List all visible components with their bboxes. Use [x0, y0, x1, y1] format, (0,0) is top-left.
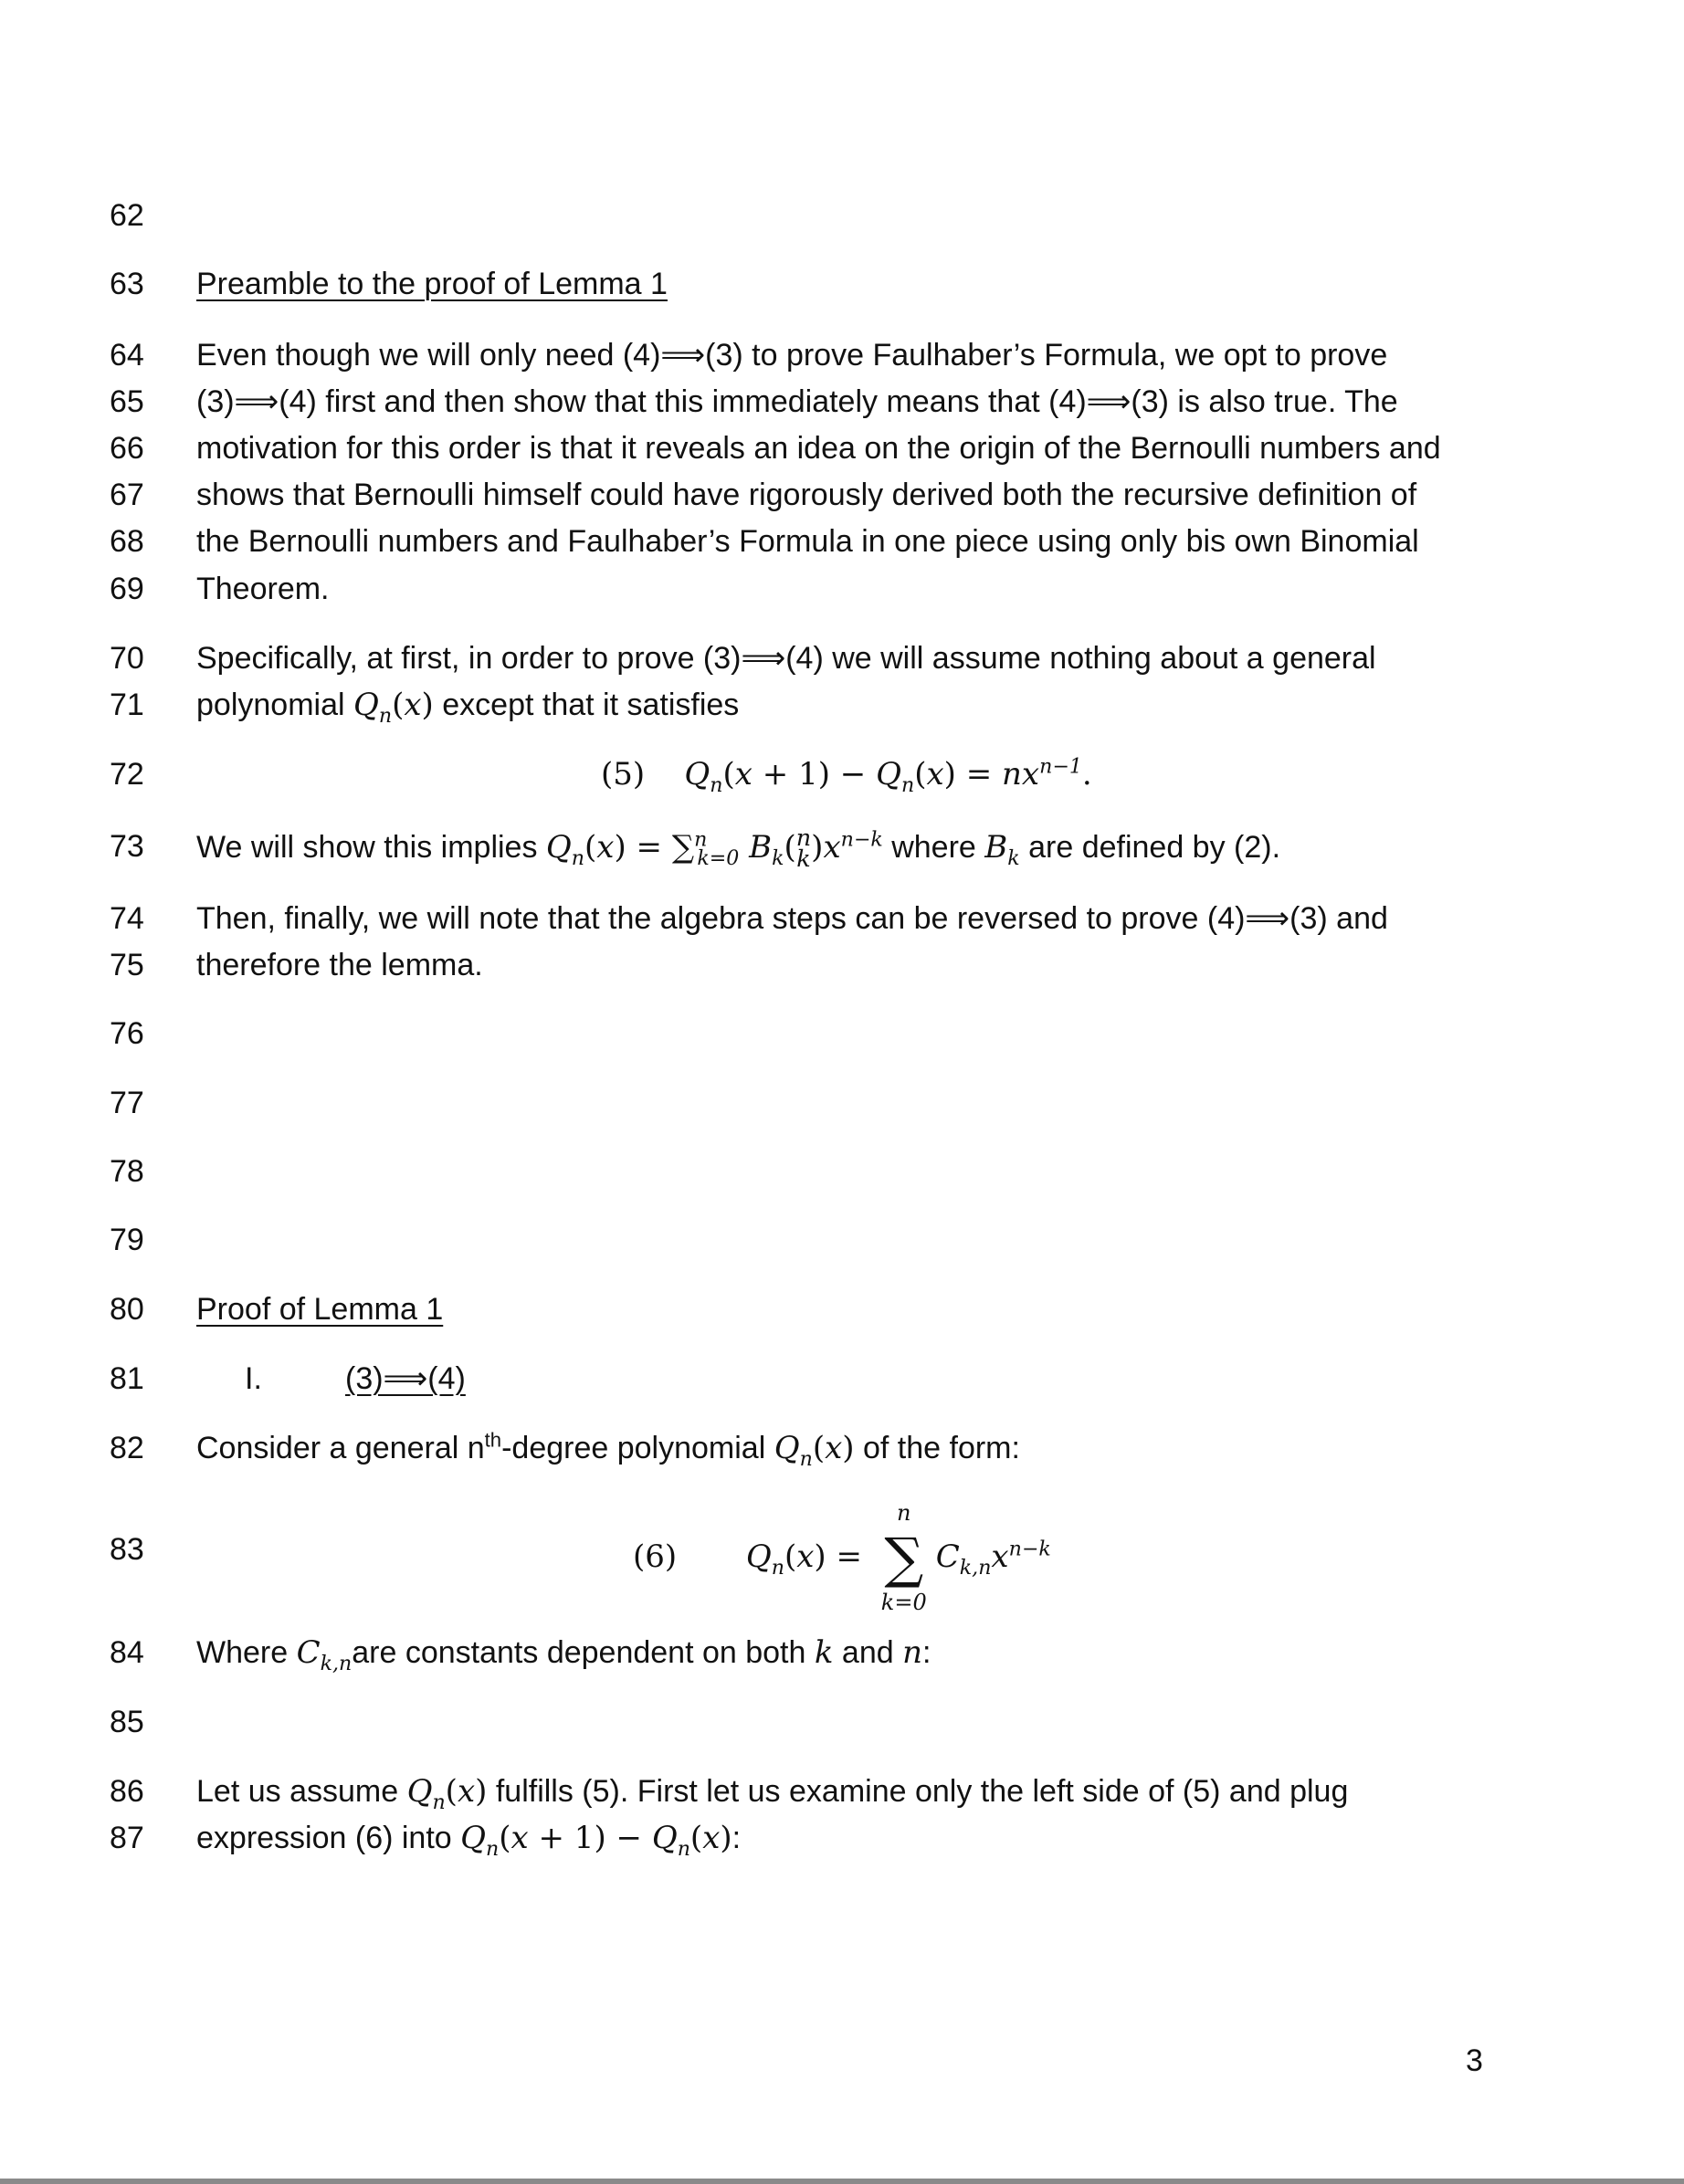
line-number: 78	[110, 1154, 144, 1189]
paragraph-line: Theorem.	[196, 572, 330, 606]
line-number: 86	[110, 1774, 144, 1809]
text-fragment: -degree polynomial	[501, 1431, 774, 1465]
text-fragment: polynomial	[196, 688, 353, 722]
line-number: 77	[110, 1086, 144, 1120]
math-faulhaber-sum: $Q_n(x) = \sum^n_{k=0}$ $B_k(n$ $k)x^{n-k}$	[545, 824, 883, 873]
math-qn-x: $Q_n(x)$	[774, 1430, 855, 1471]
line-number: 84	[110, 1635, 144, 1670]
line-number: 74	[110, 901, 144, 936]
paragraph-line: motivation for this order is that it reveals an idea on the origin of the Bernoulli numbers and	[196, 431, 1441, 466]
paragraph-line	[196, 824, 1281, 873]
line-number: 62	[110, 198, 144, 233]
equation-label: (5)	[601, 756, 646, 793]
line-number: 71	[110, 688, 144, 722]
line-number: 73	[110, 829, 144, 864]
line-number: 80	[110, 1292, 144, 1327]
text-fragment: of the form:	[854, 1431, 1020, 1465]
line-number: 64	[110, 338, 144, 373]
paragraph-line	[196, 1820, 742, 1861]
paragraph-line	[196, 687, 740, 728]
math-qn-x: $Q_n(x)$	[406, 1773, 488, 1814]
section-heading-proof: Proof of Lemma 1	[196, 1292, 444, 1327]
text-fragment: are defined by (2).	[1019, 829, 1281, 865]
text-fragment: :	[922, 1635, 931, 1670]
text-fragment: We will show this implies	[196, 829, 546, 865]
paragraph-line	[196, 1428, 1020, 1471]
line-number: 67	[110, 478, 144, 512]
math-qn-x: $Q_n(x)$	[353, 687, 434, 728]
text-fragment: Where	[196, 1635, 297, 1670]
line-number: 85	[110, 1705, 144, 1739]
equation-label: (6)	[633, 1538, 678, 1575]
line-number: 65	[110, 384, 144, 419]
line-number: 81	[110, 1361, 144, 1396]
text-fragment: expression (6) into	[196, 1821, 461, 1855]
text-fragment: and	[833, 1635, 903, 1670]
section-heading-preamble: Preamble to the proof of Lemma 1	[196, 267, 668, 301]
line-number: 70	[110, 641, 144, 676]
text-fragment: :	[731, 1821, 742, 1855]
line-number: 82	[110, 1431, 144, 1465]
line-number: 69	[110, 572, 144, 606]
section-title: (3)⟹(4)	[345, 1361, 466, 1396]
math-difference: $Q_n(x + 1) - Q_n(x)$	[460, 1820, 732, 1861]
paragraph-line: Then, finally, we will note that the algebra steps can be reversed to prove (4)⟹(3) and	[196, 901, 1388, 936]
paragraph-line	[196, 1773, 1349, 1814]
line-number: 87	[110, 1821, 144, 1855]
math-n: n	[902, 1634, 923, 1671]
equation-5: (5) $Q_n(x + 1) - Q_n(x) = nx^{n-1}$.	[601, 754, 1092, 797]
page-number: 3	[1466, 2043, 1483, 2078]
paragraph-line: therefore the lemma.	[196, 948, 483, 982]
math-ckn: $C_{k,n}$	[296, 1634, 353, 1675]
line-number: 83	[110, 1532, 144, 1567]
text-fragment: are constants dependent on both	[352, 1635, 815, 1670]
line-number: 75	[110, 948, 144, 982]
superscript: th	[484, 1428, 502, 1452]
line-number: 63	[110, 267, 144, 301]
line-number: 79	[110, 1223, 144, 1257]
line-number: 68	[110, 524, 144, 559]
text-fragment: fulfills (5). First let us examine only the left side of (5) and plug	[487, 1774, 1349, 1809]
paragraph-line: Specifically, at first, in order to prove (3)⟹(4) we will assume nothing about a general	[196, 641, 1376, 676]
line-number: 72	[110, 757, 144, 792]
text-fragment: Let us assume	[196, 1774, 407, 1809]
section-roman: I.	[245, 1361, 262, 1396]
text-fragment: where	[882, 829, 985, 865]
line-number: 66	[110, 431, 144, 466]
text-fragment: except that it satisfies	[442, 688, 740, 722]
text-fragment: Consider a general n	[196, 1431, 485, 1465]
bottom-scrollbar-edge	[0, 2179, 1684, 2184]
paragraph-line: the Bernoulli numbers and Faulhaber’s Formula in one piece using only bis own Binomial	[196, 524, 1419, 559]
equation-6: (6) $Q_n(x)$ = n ∑ k=0 $C_{k,n}x^{n-k}$	[633, 1500, 1051, 1615]
paragraph-line: (3)⟹(4) first and then show that this immediately means that (4)⟹(3) is also true. The	[196, 384, 1398, 419]
line-number: 76	[110, 1016, 144, 1051]
paragraph-line	[196, 1634, 931, 1675]
math-bk: $B_k$	[984, 828, 1020, 870]
paragraph-line: Even though we will only need (4)⟹(3) to prove Faulhaber’s Formula, we opt to prove	[196, 338, 1388, 373]
math-k: k	[814, 1634, 834, 1671]
paragraph-line: shows that Bernoulli himself could have rigorously derived both the recursive definition of	[196, 478, 1417, 512]
